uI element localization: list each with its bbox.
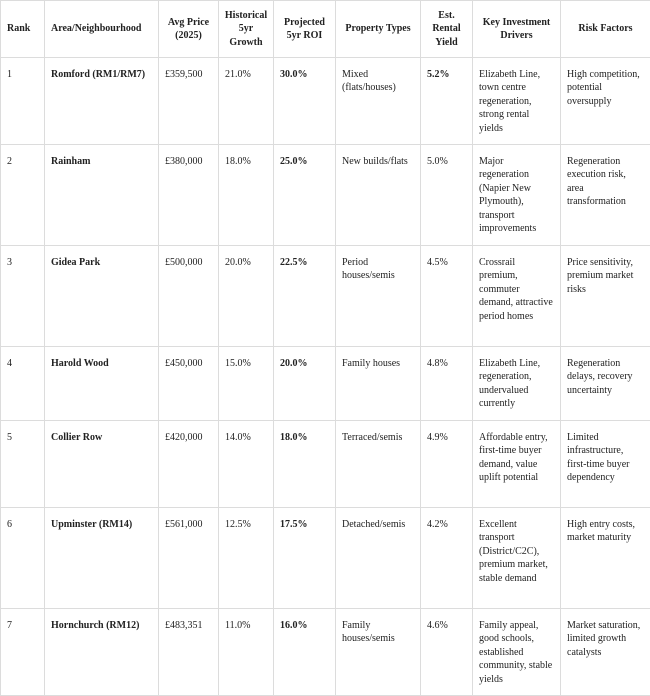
- cell-yield: 4.2%: [421, 508, 473, 609]
- cell-rank: 1: [1, 58, 45, 145]
- cell-types: Period houses/semis: [336, 246, 421, 347]
- cell-growth: 12.5%: [219, 508, 274, 609]
- cell-rank: 7: [1, 609, 45, 696]
- cell-price: £500,000: [159, 246, 219, 347]
- cell-price: £420,000: [159, 421, 219, 508]
- table-row: [1, 246, 650, 347]
- cell-drivers: Crossrail premium, commuter demand, attractive period homes: [473, 246, 561, 347]
- header-rank: Rank: [1, 1, 45, 58]
- header-yield: Est. Rental Yield: [421, 1, 473, 58]
- table-row: [1, 609, 650, 696]
- cell-roi: 18.0%: [274, 421, 336, 508]
- table-row: [1, 347, 650, 421]
- cell-rank: 4: [1, 347, 45, 421]
- cell-types: Family houses: [336, 347, 421, 421]
- cell-types: New builds/flats: [336, 145, 421, 246]
- cell-growth: 20.0%: [219, 246, 274, 347]
- cell-roi: 30.0%: [274, 58, 336, 145]
- header-row: [1, 1, 650, 58]
- cell-risks: Regeneration delays, recovery uncertainty: [561, 347, 650, 421]
- cell-price: £561,000: [159, 508, 219, 609]
- cell-risks: High competition, potential oversupply: [561, 58, 650, 145]
- cell-yield: 5.0%: [421, 145, 473, 246]
- header-types: Property Types: [336, 1, 421, 58]
- cell-area: Collier Row: [45, 421, 159, 508]
- cell-roi: 20.0%: [274, 347, 336, 421]
- cell-types: Detached/semis: [336, 508, 421, 609]
- cell-roi: 16.0%: [274, 609, 336, 696]
- cell-rank: 3: [1, 246, 45, 347]
- header-roi: Projected 5yr ROI: [274, 1, 336, 58]
- cell-yield: 5.2%: [421, 58, 473, 145]
- table-row: [1, 145, 650, 246]
- cell-area: Rainham: [45, 145, 159, 246]
- cell-price: £483,351: [159, 609, 219, 696]
- cell-growth: 15.0%: [219, 347, 274, 421]
- header-drivers: Key Investment Drivers: [473, 1, 561, 58]
- header-growth: Historical 5yr Growth: [219, 1, 274, 58]
- cell-yield: 4.8%: [421, 347, 473, 421]
- cell-area: Gidea Park: [45, 246, 159, 347]
- cell-risks: High entry costs, market maturity: [561, 508, 650, 609]
- cell-area: Harold Wood: [45, 347, 159, 421]
- cell-drivers: Elizabeth Line, town centre regeneration, strong rental yields: [473, 58, 561, 145]
- cell-yield: 4.6%: [421, 609, 473, 696]
- cell-types: Terraced/semis: [336, 421, 421, 508]
- cell-price: £380,000: [159, 145, 219, 246]
- table-row: [1, 421, 650, 508]
- cell-price: £359,500: [159, 58, 219, 145]
- cell-rank: 6: [1, 508, 45, 609]
- cell-growth: 14.0%: [219, 421, 274, 508]
- header-risks: Risk Factors: [561, 1, 650, 58]
- cell-types: Mixed (flats/houses): [336, 58, 421, 145]
- cell-drivers: Elizabeth Line, regeneration, undervalued currently: [473, 347, 561, 421]
- cell-roi: 22.5%: [274, 246, 336, 347]
- cell-growth: 11.0%: [219, 609, 274, 696]
- cell-types: Family houses/semis: [336, 609, 421, 696]
- cell-area: Hornchurch (RM12): [45, 609, 159, 696]
- table-row: [1, 58, 650, 145]
- header-area: Area/Neighbourhood: [45, 1, 159, 58]
- header-price: Avg Price (2025): [159, 1, 219, 58]
- cell-drivers: Family appeal, good schools, established community, stable yields: [473, 609, 561, 696]
- cell-yield: 4.9%: [421, 421, 473, 508]
- cell-area: Romford (RM1/RM7): [45, 58, 159, 145]
- cell-risks: Regeneration execution risk, area transformation: [561, 145, 650, 246]
- cell-drivers: Excellent transport (District/C2C), premium market, stable demand: [473, 508, 561, 609]
- cell-drivers: Affordable entry, first-time buyer demand, value uplift potential: [473, 421, 561, 508]
- cell-roi: 17.5%: [274, 508, 336, 609]
- cell-risks: Market saturation, limited growth catalysts: [561, 609, 650, 696]
- cell-yield: 4.5%: [421, 246, 473, 347]
- cell-area: Upminster (RM14): [45, 508, 159, 609]
- cell-risks: Price sensitivity, premium market risks: [561, 246, 650, 347]
- cell-roi: 25.0%: [274, 145, 336, 246]
- cell-rank: 5: [1, 421, 45, 508]
- cell-rank: 2: [1, 145, 45, 246]
- cell-price: £450,000: [159, 347, 219, 421]
- cell-growth: 21.0%: [219, 58, 274, 145]
- table-row: [1, 508, 650, 609]
- cell-drivers: Major regeneration (Napier New Plymouth), transport improvements: [473, 145, 561, 246]
- cell-growth: 18.0%: [219, 145, 274, 246]
- cell-risks: Limited infrastructure, first-time buyer dependency: [561, 421, 650, 508]
